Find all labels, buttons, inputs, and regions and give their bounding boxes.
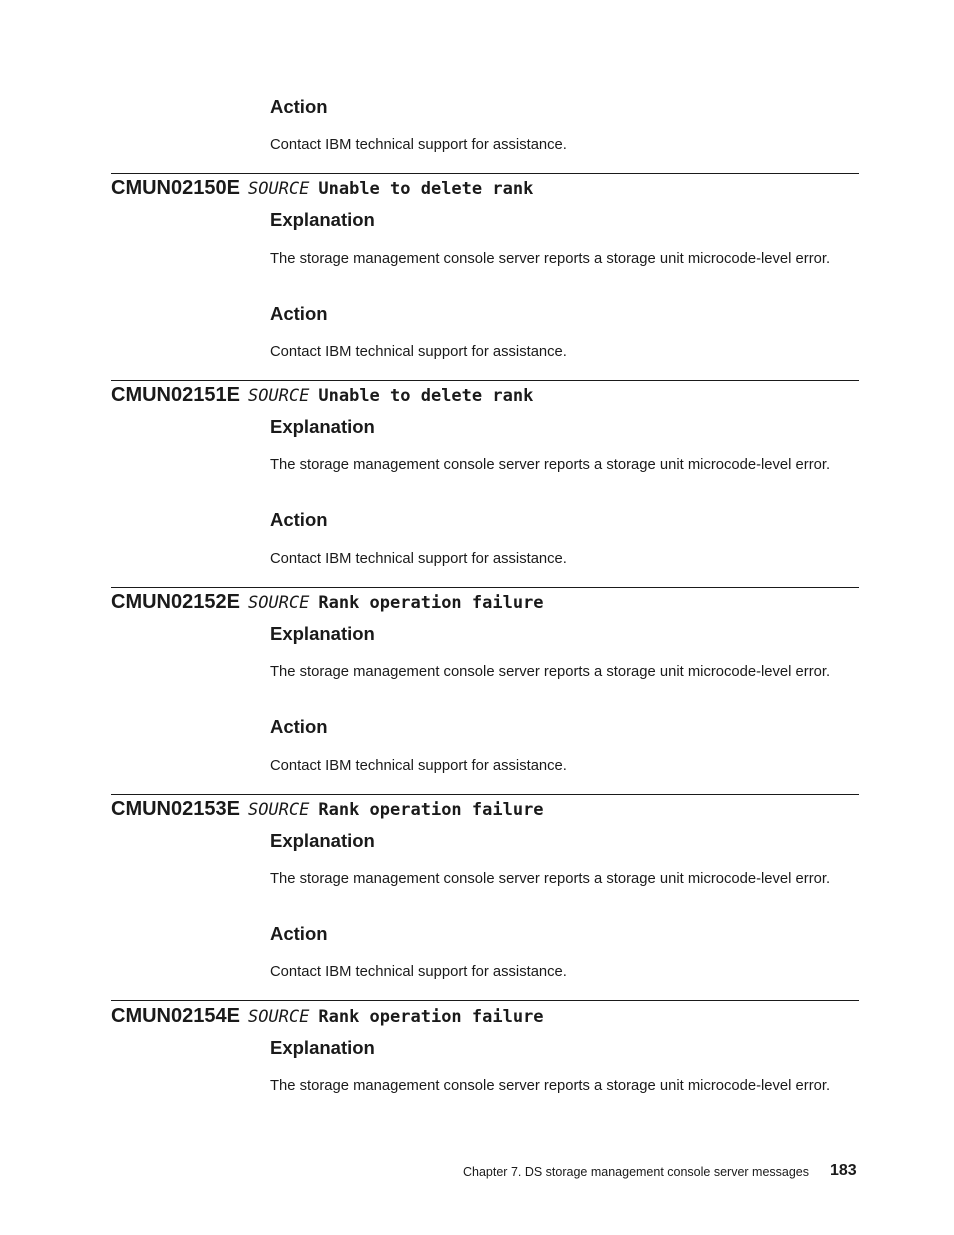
message-title <box>111 384 533 407</box>
message-title <box>111 798 544 821</box>
message-text: Unable to delete rank <box>318 179 534 199</box>
action-heading: Action <box>270 509 328 530</box>
message-id: CMUN02154E <box>111 1005 240 1027</box>
message-title <box>111 1005 544 1028</box>
explanation-text: The storage management console server reports a storage unit microcode-level error. <box>270 871 831 887</box>
explanation-text: The storage management console server reports a storage unit microcode-level error. <box>270 664 831 680</box>
section-divider <box>111 587 859 588</box>
message-source: SOURCE <box>247 800 310 820</box>
message-text: Unable to delete rank <box>318 386 534 406</box>
message-text: Rank operation failure <box>318 1007 544 1027</box>
page-number: 183 <box>830 1162 857 1179</box>
explanation-heading: Explanation <box>270 209 375 230</box>
explanation-text: The storage management console server reports a storage unit microcode-level error. <box>270 251 831 267</box>
explanation-heading: Explanation <box>270 623 375 644</box>
action-heading: Action <box>270 303 328 324</box>
action-text: Contact IBM technical support for assistance. <box>270 551 567 567</box>
action-text: Contact IBM technical support for assistance. <box>270 137 567 153</box>
explanation-heading: Explanation <box>270 416 375 437</box>
explanation-heading: Explanation <box>270 1037 375 1058</box>
message-id: CMUN02152E <box>111 591 240 613</box>
explanation-text: The storage management console server reports a storage unit microcode-level error. <box>270 457 831 473</box>
section-divider <box>111 794 859 795</box>
action-text: Contact IBM technical support for assistance. <box>270 758 567 774</box>
message-source: SOURCE <box>247 1007 310 1027</box>
message-text: Rank operation failure <box>318 593 544 613</box>
message-title <box>111 591 544 614</box>
message-title <box>111 177 533 200</box>
section-divider <box>111 1000 859 1001</box>
message-id: CMUN02150E <box>111 177 240 199</box>
section-divider <box>111 380 859 381</box>
message-source: SOURCE <box>247 593 310 613</box>
action-heading: Action <box>270 96 328 117</box>
action-heading: Action <box>270 716 328 737</box>
action-text: Contact IBM technical support for assistance. <box>270 964 567 980</box>
message-source: SOURCE <box>247 386 310 406</box>
message-id: CMUN02153E <box>111 798 240 820</box>
message-text: Rank operation failure <box>318 800 544 820</box>
action-text: Contact IBM technical support for assistance. <box>270 344 567 360</box>
message-source: SOURCE <box>247 179 310 199</box>
action-heading: Action <box>270 923 328 944</box>
footer-chapter: Chapter 7. DS storage management console server messages <box>463 1165 810 1179</box>
message-id: CMUN02151E <box>111 384 240 406</box>
explanation-heading: Explanation <box>270 830 375 851</box>
explanation-text: The storage management console server reports a storage unit microcode-level error. <box>270 1078 831 1094</box>
section-divider <box>111 173 859 174</box>
